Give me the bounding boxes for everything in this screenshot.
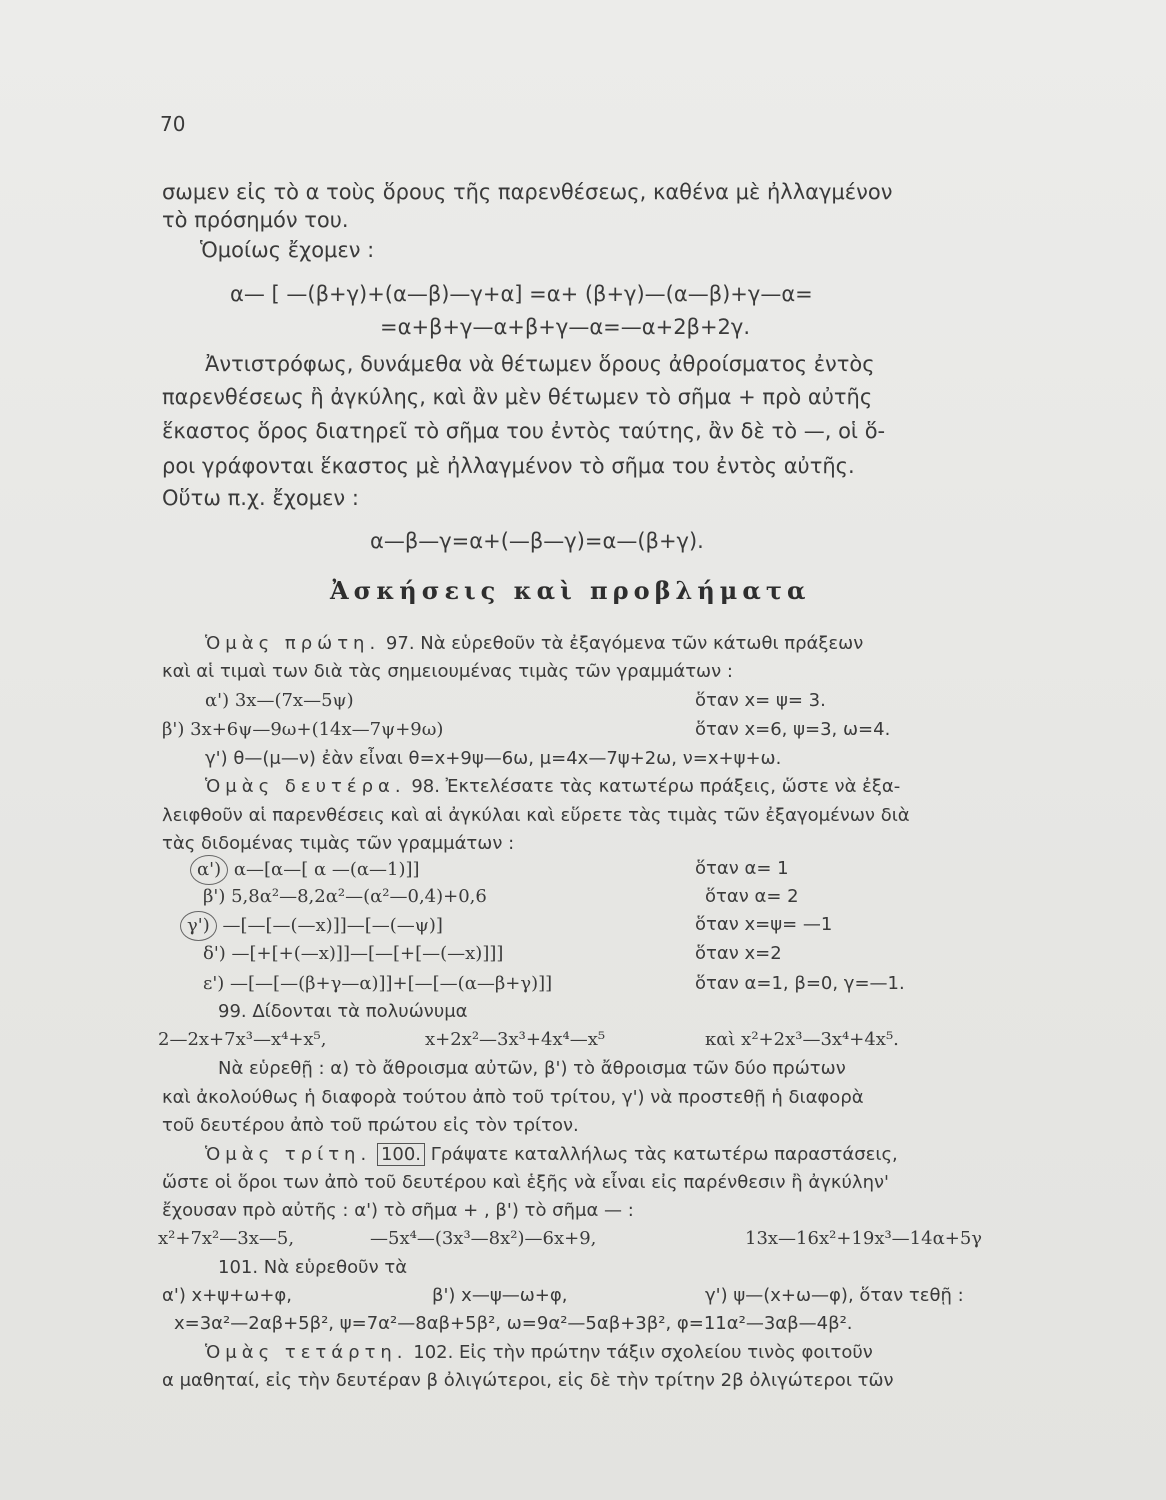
equation: =α+β+γ—α+β+γ—α=—α+2β+2γ. [380,315,751,339]
equation: α—β—γ=α+(—β—γ)=α—(β+γ). [370,529,704,553]
exercise-condition: ὅταν x=ψ= —1 [695,914,833,935]
exercise-expression: α—[α—[ α —(α—1)]] [228,859,420,880]
equation: α— [ —(β+γ)+(α—β)—γ+α] =α+ (β+γ)—(α—β)+γ—α= [230,282,813,306]
exercise-condition: ὅταν α= 1 [695,858,789,879]
exercise-item: β') 5,8α²—8,2α²—(α²—0,4)+0,6 [203,886,487,907]
expression: 13x—16x²+19x³—14α+5γ [745,1228,983,1249]
group-label: Ὁμὰς πρώτη. [205,633,381,654]
exercise-item [190,855,420,885]
section-heading: Ἀσκήσεις καὶ προβλήματα [330,576,811,605]
exercise-line: ὥστε οἱ ὅροι των ἀπὸ τοῦ δευτέρου καὶ ἑξῆς νὰ εἶναι εἰς παρένθεσιν ἢ ἀγκύλην' [162,1172,889,1193]
exercise-item: β') 3x+6ψ—9ω+(14x—7ψ+9ω) [162,719,444,740]
exercise-line [205,1141,898,1169]
expression: —5x⁴—(3x³—8x²)—6x+9, [370,1228,597,1249]
exercise-line: Νὰ εὑρεθῇ : α) τὸ ἄθροισμα αὐτῶν, β') τὸ ἄθροισμα τῶν δύο πρώτων [218,1058,846,1079]
exercise-line: τὰς διδομένας τιμὰς τῶν γραμμάτων : [162,833,515,854]
exercise-condition: ὅταν x=6, ψ=3, ω=4. [695,719,891,740]
exercise-item: α') x+ψ+ω+φ, [162,1285,292,1306]
text-line: Ἀντιστρόφως, δυνάμεθα νὰ θέτωμεν ὅρους ἀθροίσματος ἐντὸς [205,352,875,376]
exercise-line: α μαθηταί, εἰς τὴν δευτέραν β ὀλιγώτεροι, εἰς δὲ τὴν τρίτην 2β ὀλιγώτεροι τῶν [162,1370,894,1391]
exercise-line: ἔχουσαν πρὸ αὐτῆς : α') τὸ σῆμα + , β') τὸ σῆμα — : [162,1200,634,1221]
polynomial: καὶ x²+2x³—3x⁴+4x⁵. [705,1029,899,1050]
polynomial: x+2x²—3x³+4x⁴—x⁵ [425,1029,606,1050]
exercise-text: 102. Εἰς τὴν πρώτην τάξιν σχολείου τινὸς φοιτοῦν [407,1342,873,1363]
exercise-line [205,773,900,801]
exercise-condition: ὅταν α=1, β=0, γ=—1. [695,973,905,994]
text-line: ροι γράφονται ἕκαστος μὲ ἠλλαγμένον τὸ σῆμα του ἐντὸς αὐτῆς. [162,454,855,478]
exercise-item [180,911,443,941]
exercise-condition: ὅταν α= 2 [705,886,799,907]
text-line: παρενθέσεως ἢ ἀγκύλης, καὶ ἂν μὲν θέτωμεν τὸ σῆμα + πρὸ αὐτῆς [162,385,873,409]
handwritten-circle: γ') [180,911,217,941]
exercise-line: 101. Νὰ εὑρεθοῦν τὰ [218,1257,408,1278]
exercise-item: β') x—ψ—ω+φ, [432,1285,568,1306]
exercise-item: γ') θ—(μ—ν) ἐὰν εἶναι θ=x+9ψ—6ω, μ=4x—7ψ+2ω, ν=x+ψ+ω. [205,748,782,769]
exercise-line: 99. Δίδονται τὰ πολυώνυμα [218,1001,468,1022]
group-label: Ὁμὰς δευτέρα. [205,776,406,797]
exercise-text: Γράψατε καταλλήλως τὰς κατωτέρω παραστάσεις, [425,1144,898,1165]
polynomial: 2—2x+7x³—x⁴+x⁵, [158,1029,327,1050]
exercise-text: 97. Νὰ εὑρεθοῦν τὰ ἐξαγόμενα τῶν κάτωθι πράξεων [380,633,864,654]
exercise-condition: ὅταν x=2 [695,943,782,964]
exercise-values: x=3α²—2αβ+5β², ψ=7α²—8αβ+5β², ω=9α²—5αβ+3β², φ=11α²—3αβ—4β². [174,1313,853,1334]
exercise-item: ε') —[—[—(β+γ—α)]]+[—[—(α—β+γ)]] [203,973,553,994]
handwritten-box: 100. [377,1143,425,1166]
group-label: Ὁμὰς τρίτη. [205,1144,372,1165]
handwritten-circle: α') [190,855,228,885]
page-number: 70 [160,112,186,136]
exercise-text: 98. Ἐκτελέσατε τὰς κατωτέρω πράξεις, ὥστε νὰ ἐξα- [405,776,901,797]
text-line: τὸ πρόσημόν του. [162,208,349,232]
text-line: σωμεν εἰς τὸ α τοὺς ὅρους τῆς παρενθέσεως, καθένα μὲ ἠλλαγμένον [162,180,893,204]
exercise-line: λειφθοῦν αἱ παρενθέσεις καὶ αἱ ἀγκύλαι καὶ εὕρετε τὰς τιμὰς τῶν ἐξαγομένων διὰ [162,805,910,826]
text-line: ἕκαστος ὅρος διατηρεῖ τὸ σῆμα του ἐντὸς ταύτης, ἂν δὲ τὸ —, οἱ ὅ- [162,419,886,443]
exercise-item: α') 3x—(7x—5ψ) [205,690,354,711]
group-label: Ὁμὰς τετάρτη. [205,1342,408,1363]
text-line: Ὁμοίως ἔχομεν : [200,238,375,262]
exercise-condition: ὅταν x= ψ= 3. [695,690,826,711]
text-line: Οὕτω π.χ. ἔχομεν : [162,486,359,510]
exercise-line: καὶ αἱ τιμαὶ των διὰ τὰς σημειουμένας τιμὰς τῶν γραμμάτων : [162,661,733,682]
exercise-item: δ') —[+[+(—x)]]—[—[+[—(—x)]]] [203,943,504,964]
exercise-expression: —[—[—(—x)]]—[—(—ψ)] [216,915,443,936]
exercise-line: καὶ ἀκολούθως ἡ διαφορὰ τούτου ἀπὸ τοῦ τρίτου, γ') νὰ προστεθῇ ἡ διαφορὰ [162,1087,864,1108]
expression: x²+7x²—3x—5, [158,1228,295,1249]
exercise-line [205,630,863,658]
exercise-line: τοῦ δευτέρου ἀπὸ τοῦ πρώτου εἰς τὸν τρίτον. [162,1115,579,1136]
exercise-line [205,1339,873,1367]
exercise-item: γ') ψ—(x+ω—φ), ὅταν τεθῇ : [705,1285,964,1306]
